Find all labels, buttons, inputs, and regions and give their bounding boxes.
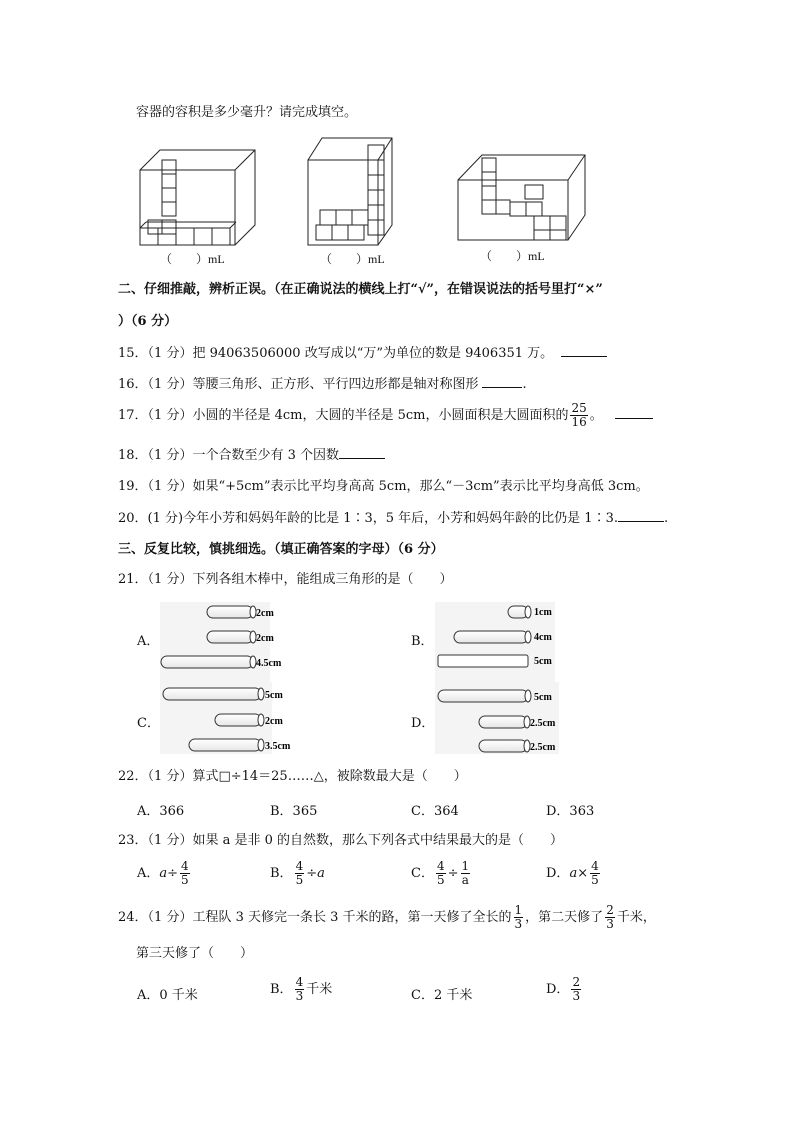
- q23-d-fraction: $\frac{4}{5}$: [591, 859, 599, 887]
- q21-a-rod-1: [207, 606, 256, 618]
- q21-c-rod-3-label: 3.5cm: [265, 741, 291, 752]
- question-16: 16．（1 分）等腰三角形、正方形、平行四边形都是轴对称图形 .: [118, 377, 527, 392]
- q23-b-post: ÷a: [306, 866, 325, 881]
- section3-title: 三、反复比较，慎挑细选。（填正确答案的字母）（6 分）: [118, 542, 444, 557]
- q21-a-rod-2: [207, 631, 256, 643]
- q24-stem-c: 千米，: [616, 910, 656, 925]
- q21-d-rod-1-label: 5cm: [534, 692, 552, 703]
- q21-d-rod-3-label: 2.5cm: [530, 742, 556, 753]
- q24-d-fraction: $\frac{2}{3}$: [572, 975, 581, 1003]
- q21-a-rod-2-label: 2cm: [256, 633, 274, 644]
- container-label-1: （ ）mL: [160, 252, 225, 266]
- section2-title: 二、仔细推敲，辨析正误。（在正确说法的横线上打“√”，在错误说法的括号里打“×”: [118, 282, 603, 297]
- section2-title-cont: ）（6 分）: [118, 314, 178, 329]
- q21-b-rod-1-label: 1cm: [534, 607, 552, 618]
- q21-a-rod-3: [161, 656, 256, 668]
- q18-text: 18．（1 分）一个合数至少有 3 个因数: [118, 448, 339, 463]
- q21-d-rod-1: [438, 690, 531, 702]
- container-figure-2: [308, 138, 392, 245]
- q17-suffix: 。: [589, 408, 603, 423]
- q15-answer-blank[interactable]: [561, 344, 607, 357]
- question-23-stem: 23．（1 分）如果 a 是非 0 的自然数，那么下列各式中结果最大的是（ ）: [118, 833, 563, 848]
- q24-fraction-1: $\frac{1}{3}$: [514, 903, 523, 931]
- q24-fraction-2: $\frac{2}{3}$: [606, 903, 614, 931]
- q21-b-rod-2-label: 4cm: [534, 632, 552, 643]
- q15-text: 15．（1 分）把 94063506000 改写成以“万”为单位的数是 9406351 万。: [118, 346, 554, 361]
- q21-option-c-label[interactable]: C．: [137, 716, 160, 731]
- q21-d-rod-3: [479, 740, 530, 752]
- q23-a-pre: a÷: [159, 866, 179, 881]
- q23-c-op: ÷: [447, 866, 459, 881]
- question-18: [118, 446, 385, 465]
- question-17: [118, 400, 653, 432]
- question-20: 20．(1 分)今年小芳和妈妈年龄的比是 1∶3，5 年后，小芳和妈妈年龄的比仍是 1∶3. .: [118, 511, 669, 526]
- q23-c-fraction-2: $\frac{1}{a}$: [461, 859, 470, 887]
- container-figures: [130, 130, 600, 265]
- question-22-stem: 22．（1 分）算式□÷14＝25……△，被除数最大是（ ）: [118, 769, 467, 784]
- q21-option-d-label[interactable]: D．: [411, 716, 435, 731]
- q24-option-a[interactable]: A．0 千米: [137, 988, 198, 1003]
- q21-b-rod-3: [438, 655, 528, 667]
- q17-fraction: $\frac{25}{16}$: [571, 401, 587, 429]
- q24-b-fraction: $\frac{4}{3}$: [295, 975, 304, 1003]
- q23-c-fraction-1: $\frac{4}{5}$: [436, 859, 445, 887]
- q21-a-rod-1-label: 2cm: [256, 608, 274, 619]
- q20-answer-blank[interactable]: [618, 509, 664, 522]
- container-label-2: （ ）mL: [320, 252, 385, 266]
- q22-option-a[interactable]: A．366: [137, 804, 185, 819]
- q21-option-a-label[interactable]: A．: [137, 634, 160, 649]
- q21-d-rod-2: [479, 716, 530, 728]
- intro-text: 容器的容积是多少毫升？请完成填空。: [136, 105, 358, 120]
- q18-answer-blank[interactable]: [339, 446, 385, 459]
- q16-text: 16．（1 分）等腰三角形、正方形、平行四边形都是轴对称图形: [118, 377, 479, 392]
- q23-option-a[interactable]: [137, 860, 192, 887]
- question-19: 19．（1 分）如果“+5cm”表示比平均身高高 5cm，那么“－3cm”表示比平均身高低 3cm。: [118, 479, 649, 494]
- q20-text: 20．(1 分)今年小芳和妈妈年龄的比是 1∶3，5 年后，小芳和妈妈年龄的比仍是 1∶3.: [118, 511, 618, 526]
- q23-option-b[interactable]: [270, 860, 325, 887]
- q23-a-label: A．: [137, 866, 160, 881]
- q23-a-fraction: $\frac{4}{5}$: [181, 859, 189, 887]
- q24-stem-a: 24．（1 分）工程队 3 天修完一条长 3 千米的路，第一天修了全长的: [118, 910, 512, 925]
- q21-d-rod-2-label: 2.5cm: [530, 718, 556, 729]
- q23-option-c[interactable]: [411, 860, 472, 887]
- q23-b-label: B．: [270, 866, 293, 881]
- q24-b-post: 千米: [306, 982, 333, 997]
- q23-option-d[interactable]: [546, 860, 602, 887]
- container-figure-1: [140, 150, 255, 245]
- q23-c-label: C．: [411, 866, 434, 881]
- q24-stem-b: ，第二天修了: [525, 910, 604, 925]
- q23-d-pre: a×: [569, 866, 589, 881]
- q24-b-label: B．: [270, 982, 293, 997]
- q23-d-label: D．: [546, 866, 570, 881]
- q21-b-rod-2: [454, 631, 531, 643]
- q21-c-rod-1-label: 5cm: [265, 690, 283, 701]
- q24-option-b[interactable]: [270, 976, 332, 1003]
- q24-option-c[interactable]: C．2 千米: [411, 988, 473, 1003]
- container-label-3: （ ）mL: [480, 249, 545, 263]
- q24-option-d[interactable]: [546, 976, 583, 1003]
- container-figure-3: [458, 155, 585, 240]
- question-24-stem-line2: 第三天修了（ ）: [136, 946, 254, 961]
- question-15: [118, 344, 607, 363]
- q21-rods: [155, 598, 575, 758]
- q22-option-c[interactable]: C．364: [411, 804, 459, 819]
- q16-answer-blank[interactable]: [482, 375, 522, 388]
- q21-b-rod-1: [508, 606, 531, 618]
- q23-b-fraction: $\frac{4}{5}$: [295, 859, 304, 887]
- question-21-stem: 21．（1 分）下列各组木棒中，能组成三角形的是（ ）: [118, 572, 453, 587]
- q24-d-label: D．: [546, 982, 570, 997]
- q17-text: 17．（1 分）小圆的半径是 4cm，大圆的半径是 5cm，小圆面积是大圆面积的: [118, 408, 569, 423]
- q22-option-b[interactable]: B．365: [270, 804, 318, 819]
- q21-c-rod-2-label: 2cm: [265, 716, 283, 727]
- q21-b-rod-3-label: 5cm: [534, 656, 552, 667]
- question-24-stem: [118, 902, 656, 934]
- q21-c-rod-3: [189, 739, 264, 751]
- q21-a-rod-3-label: 4.5cm: [256, 658, 282, 669]
- q17-answer-blank[interactable]: [615, 406, 653, 419]
- q22-option-d[interactable]: D．363: [546, 804, 595, 819]
- q21-c-rod-2: [215, 714, 264, 726]
- q21-option-b-label[interactable]: B．: [411, 634, 434, 649]
- q21-c-rod-1: [163, 688, 264, 700]
